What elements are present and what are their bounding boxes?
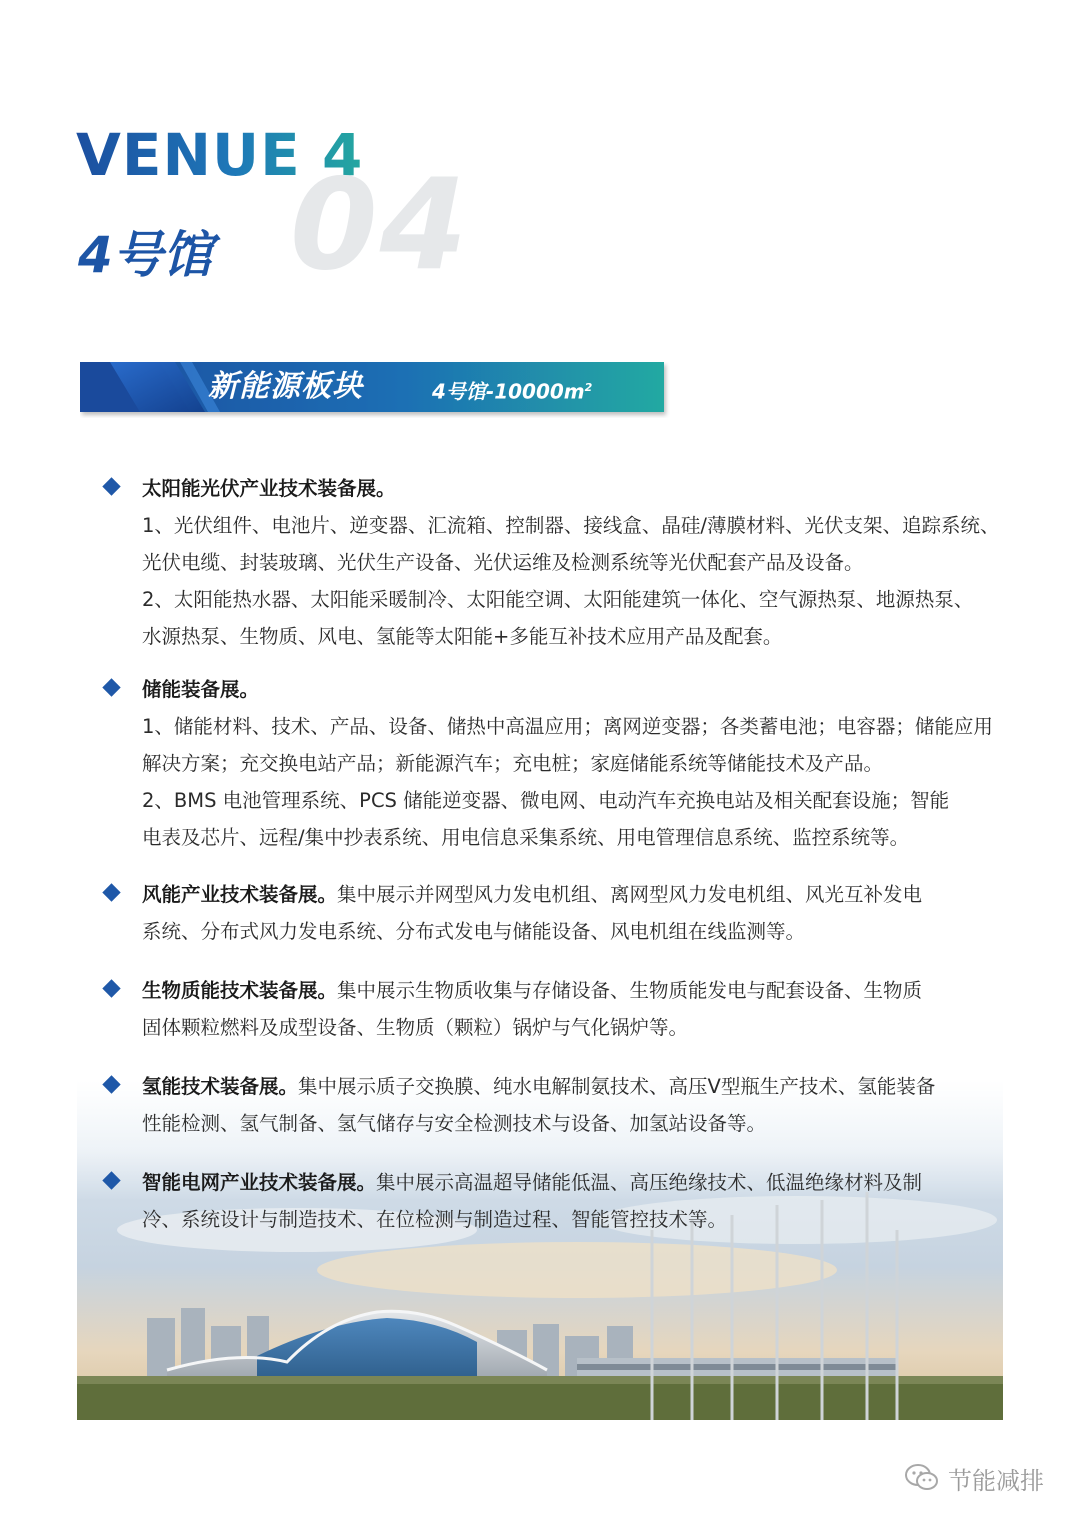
- exhibit-line: 性能检测、氢气制备、氢气储存与安全检测技术与设备、加氢站设备等。: [142, 1112, 767, 1135]
- banner-title: 新能源板块: [208, 369, 363, 404]
- exhibit-list: [100, 470, 1000, 1238]
- exhibit-line: 系统、分布式风力发电系统、分布式发电与储能设备、风电机组在线监测等。: [142, 920, 806, 943]
- exhibit-line: 1、储能材料、技术、产品、设备、储热中高温应用；离网逆变器；各类蓄电池；电容器；储能应用: [142, 715, 993, 738]
- exhibit-line: 1、光伏组件、电池片、逆变器、汇流箱、控制器、接线盒、晶硅/薄膜材料、光伏支架、追踪系统、: [142, 514, 1000, 537]
- exhibit-line: 2、太阳能热水器、太阳能采暖制冷、太阳能空调、太阳能建筑一体化、空气源热泵、地源热泵、: [142, 588, 974, 611]
- banner-subtitle-text: 4号馆-10000m: [432, 379, 585, 404]
- diamond-bullet-icon: [102, 1171, 120, 1189]
- exhibit-item: [100, 1164, 1000, 1238]
- section-banner: [80, 362, 664, 412]
- exhibit-text: 集中展示并网型风力发电机组、离网型风力发电机组、风光互补发电: [337, 883, 923, 906]
- exhibit-line: 光伏电缆、封装玻璃、光伏生产设备、光伏运维及检测系统等光伏配套产品及设备。: [142, 551, 864, 574]
- diamond-bullet-icon: [102, 1075, 120, 1093]
- diamond-bullet-icon: [102, 477, 120, 495]
- exhibit-item: [100, 972, 1000, 1046]
- exhibit-text: 集中展示高温超导储能低温、高压绝缘技术、低温绝缘材料及制: [376, 1171, 923, 1194]
- wechat-watermark: [904, 1458, 1044, 1498]
- exhibit-line: 冷、系统设计与制造技术、在位检测与制造过程、智能管控技术等。: [142, 1208, 728, 1231]
- exhibit-heading: 生物质能技术装备展。: [142, 979, 338, 1002]
- exhibit-item: [100, 671, 1000, 856]
- exhibit-heading: 太阳能光伏产业技术装备展。: [142, 477, 396, 500]
- exhibit-text: 集中展示生物质收集与存储设备、生物质能发电与配套设备、生物质: [337, 979, 923, 1002]
- exhibit-line: 解决方案；充交换电站产品；新能源汽车；充电桩；家庭储能系统等储能技术及产品。: [142, 752, 884, 775]
- big-number-watermark: 04: [290, 151, 470, 298]
- hall-title: 4号馆: [78, 226, 213, 284]
- banner-subtitle: [432, 372, 592, 408]
- exhibit-item: [100, 1068, 1000, 1142]
- venue-title: VENUE 4: [76, 121, 364, 189]
- diamond-bullet-icon: [102, 883, 120, 901]
- exhibit-item: [100, 876, 1000, 950]
- exhibit-line: 水源热泵、生物质、风电、氢能等太阳能+多能互补技术应用产品及配套。: [142, 625, 783, 648]
- exhibit-text: 集中展示质子交换膜、纯水电解制氨技术、高压V型瓶生产技术、氢能装备: [298, 1075, 936, 1098]
- exhibit-heading: 储能装备展。: [142, 678, 260, 701]
- exhibit-line: 2、BMS 电池管理系统、PCS 储能逆变器、微电网、电动汽车充换电站及相关配套设施；智能: [142, 789, 950, 812]
- exhibit-line: 固体颗粒燃料及成型设备、生物质（颗粒）锅炉与气化锅炉等。: [142, 1016, 689, 1039]
- exhibit-item: [100, 470, 1000, 655]
- wechat-icon: [904, 1463, 940, 1493]
- exhibit-line: 电表及芯片、远程/集中抄表系统、用电信息采集系统、用电管理信息系统、监控系统等。: [142, 826, 910, 849]
- exhibit-heading: 氢能技术装备展。: [142, 1075, 299, 1098]
- exhibit-heading: 风能产业技术装备展。: [142, 883, 338, 906]
- diamond-bullet-icon: [102, 979, 120, 997]
- diamond-bullet-icon: [102, 678, 120, 696]
- banner-subtitle-sup: 2: [584, 381, 593, 394]
- wechat-account-name: 节能减排: [948, 1466, 1044, 1495]
- exhibit-heading: 智能电网产业技术装备展。: [142, 1171, 377, 1194]
